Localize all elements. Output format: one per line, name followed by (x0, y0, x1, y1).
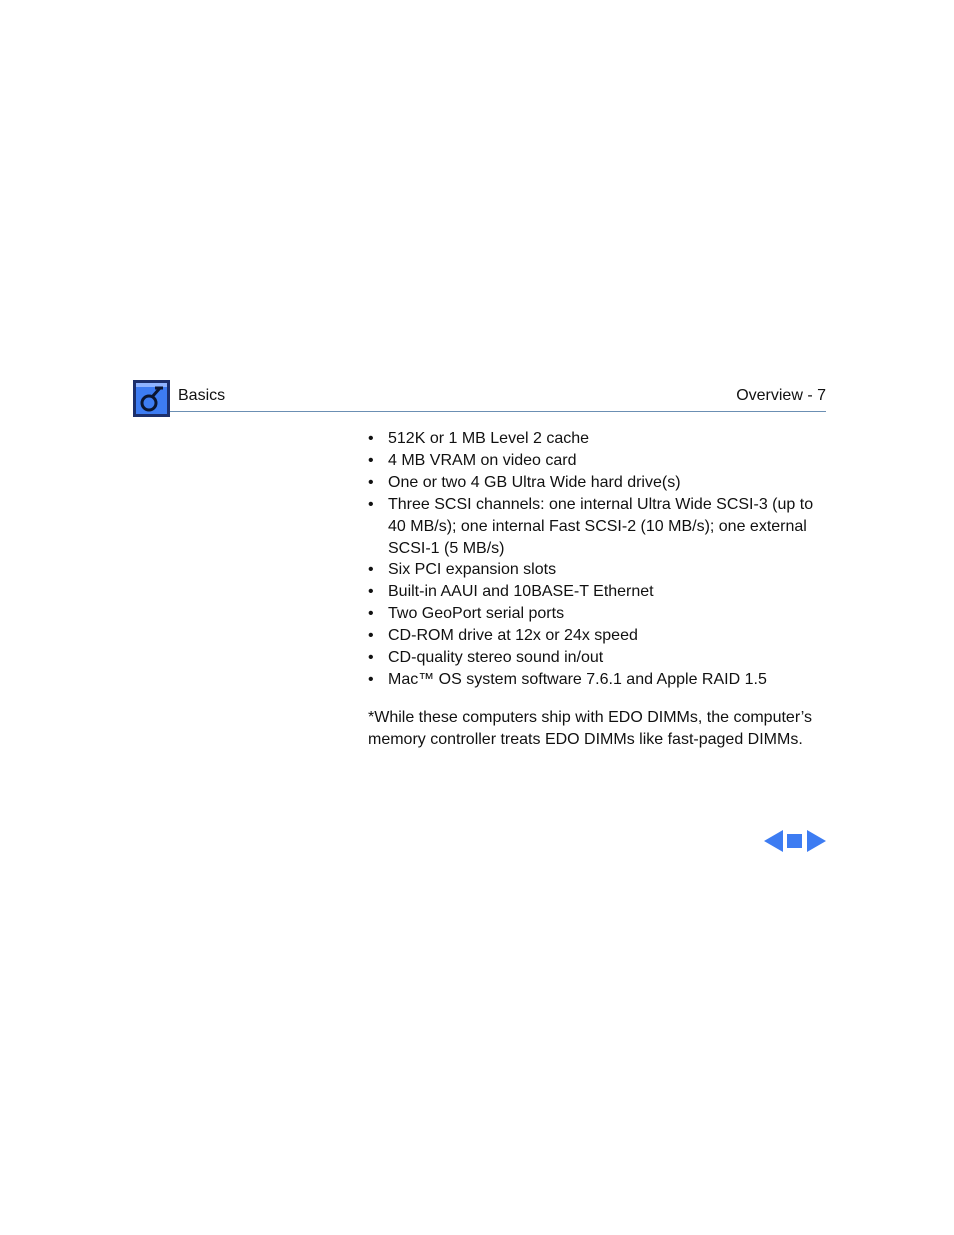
bullet: • (368, 430, 374, 447)
list-item (368, 494, 828, 560)
home-icon[interactable] (787, 834, 802, 848)
list-item (368, 450, 828, 472)
bullet: • (368, 495, 374, 513)
list-item (368, 647, 828, 669)
page-reference: Overview - 7 (736, 387, 826, 404)
main-content (368, 428, 828, 751)
bullet: • (368, 649, 374, 667)
bullet: • (368, 583, 374, 601)
page-navigation (764, 830, 826, 852)
list-item (368, 669, 828, 691)
list-item-text: Three SCSI channels: one internal Ultra Wide SCSI-3 (up to 40 MB/s); one internal Fast SCSI-2 (10 MB/s); one external SCSI-1 (5 MB/s) (388, 495, 814, 557)
bullet: • (368, 451, 374, 469)
list-item-text: Built-in AAUI and 10BASE-T Ethernet (388, 583, 654, 601)
list-item-text: Mac™ OS system software 7.6.1 and Apple RAID 1.5 (388, 670, 767, 688)
list-item (368, 625, 828, 647)
header-rule (170, 411, 826, 412)
next-page-icon[interactable] (807, 830, 826, 852)
list-item (368, 472, 828, 494)
list-item-text: 512K or 1 MB Level 2 cache (388, 430, 590, 447)
service-logo-icon (133, 380, 170, 417)
list-item-text: CD-quality stereo sound in/out (388, 649, 604, 667)
list-item (368, 428, 828, 450)
list-item-text: CD-ROM drive at 12x or 24x speed (388, 627, 638, 645)
bullet: • (368, 670, 374, 688)
list-item-text: 4 MB VRAM on video card (388, 451, 577, 469)
page-header (133, 378, 826, 412)
bullet: • (368, 605, 374, 623)
bullet: • (368, 473, 374, 491)
previous-page-icon[interactable] (764, 830, 783, 852)
section-title: Basics (178, 387, 226, 404)
bullet: • (368, 561, 374, 579)
list-item (368, 603, 828, 625)
list-item (368, 559, 828, 581)
bullet: • (368, 627, 374, 645)
footnote: *While these computers ship with EDO DIMMs, the computer’s memory controller treats EDO DIMMs like fast-paged DIMMs. (368, 708, 813, 748)
spec-list (368, 428, 828, 691)
list-item-text: Two GeoPort serial ports (388, 605, 565, 623)
list-item-text: One or two 4 GB Ultra Wide hard drive(s) (388, 473, 681, 491)
list-item (368, 581, 828, 603)
list-item-text: Six PCI expansion slots (388, 561, 557, 579)
